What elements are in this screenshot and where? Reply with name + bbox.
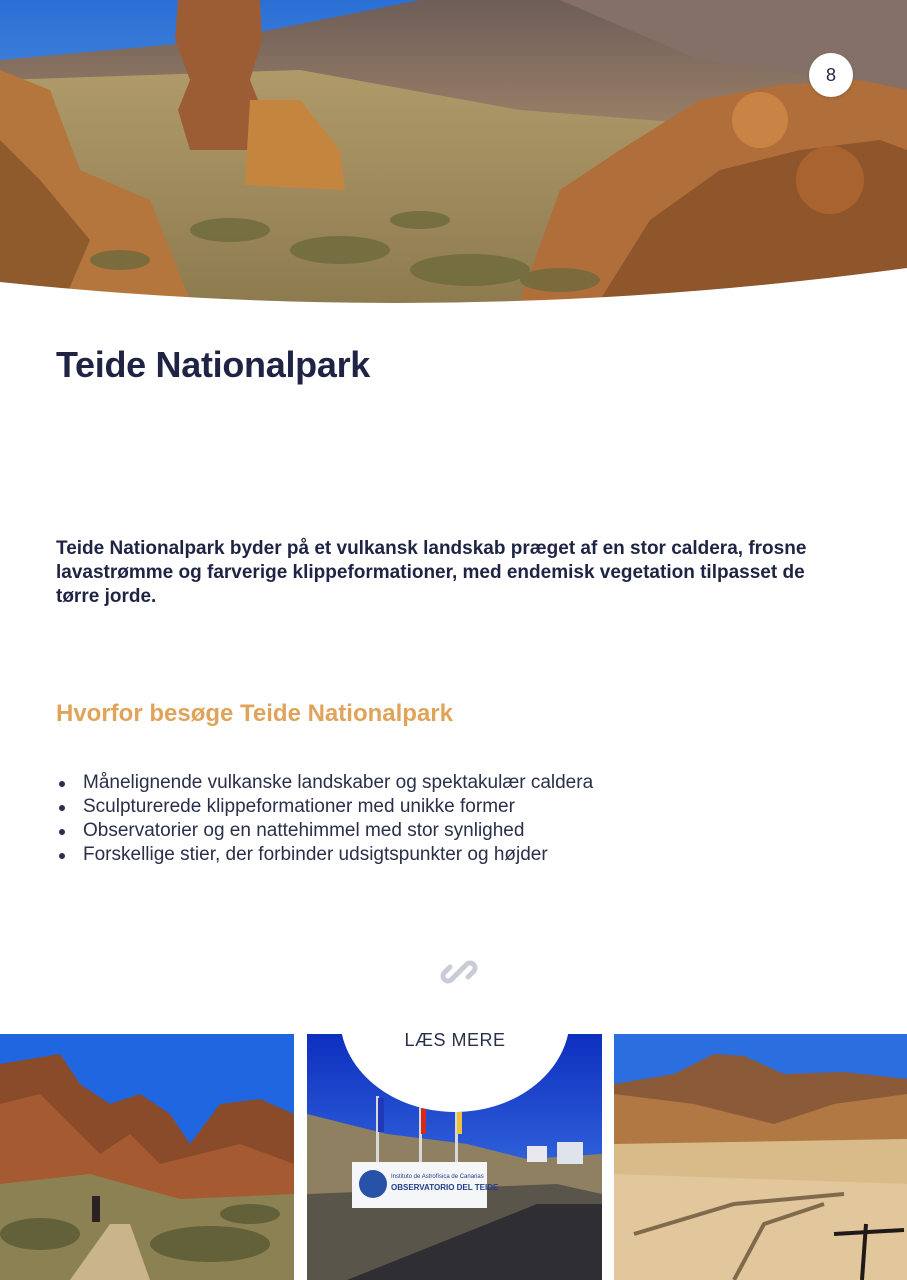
sign-line1: Instituto de Astrofísica de Canarias bbox=[391, 1174, 484, 1180]
read-more-button[interactable]: LÆS MERE bbox=[340, 1010, 570, 1112]
link-chain-icon[interactable] bbox=[440, 953, 478, 991]
hero-image bbox=[0, 0, 907, 310]
reasons-list bbox=[56, 771, 836, 867]
rock-formations-trail-photo bbox=[0, 1034, 294, 1280]
intro-paragraph: Teide Nationalpark byder på et vulkansk landskab præget af en stor caldera, frosne lavastrømme og farverige klippeformationer, med endemisk vegetation tilpasset de tørre jorde. bbox=[56, 538, 807, 607]
list-item: Sculpturerede klippeformationer med unikke former bbox=[56, 795, 836, 819]
section-title: Hvorfor besøge Teide Nationalpark bbox=[56, 700, 453, 727]
teide-caldera-plain-photo bbox=[614, 1034, 907, 1280]
page-number-badge: 8 bbox=[809, 53, 853, 97]
list-item: Observatorier og en nattehimmel med stor synlighed bbox=[56, 819, 836, 843]
page-title: Teide Nationalpark bbox=[56, 344, 371, 385]
list-item: Forskellige stier, der forbinder udsigtspunkter og højder bbox=[56, 843, 836, 867]
sign-line2: OBSERVATORIO DEL TEIDE bbox=[391, 1183, 499, 1192]
list-item: Månelignende vulkanske landskaber og spektakulær caldera bbox=[56, 771, 836, 795]
